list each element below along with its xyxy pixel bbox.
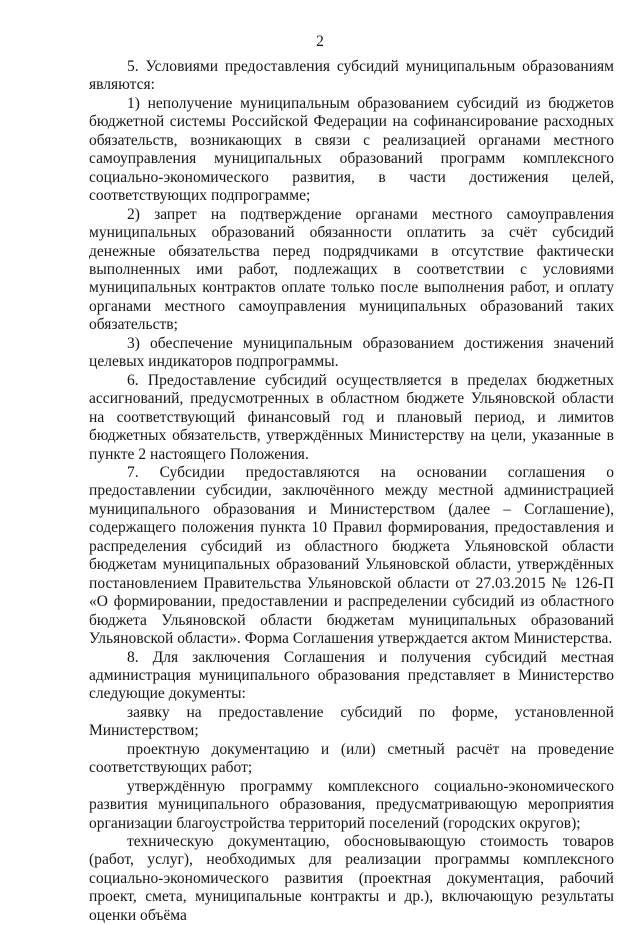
paragraph-clause-8: 8. Для заключения Соглашения и получения субсидий местная администрация муниципального образования представляет в Министерство следующие документы: [89,648,614,703]
paragraph-doc-program: утверждённую программу комплексного социально-экономического развития муниципального образования, предусматривающую мероприятия организации благоустройства территорий поселений (городских округов); [89,777,614,832]
paragraph-condition-3: 3) обеспечение муниципальным образованием достижения значений целевых индикаторов подпрограммы. [89,334,614,371]
paragraph-doc-technical: техническую документацию, обосновывающую стоимость товаров (работ, услуг), необходимых для реализации программы комплексного социально-экономического развития (проектная документация, рабочий проект, смета, муниципальные контракты и др.), включающую результаты оценки объёма [89,833,614,924]
paragraph-clause-7: 7. Субсидии предоставляются на основании соглашения о предоставлении субсидии, заключённого между местной администрацией муниципального образования и Министерством (далее – Соглашение), содержащего положения пункта 10 Правил формирования, предоставления и распределения субсидий из областного бюджета Ульяновской области бюджетам муниципальных образований Ульяновской области, утверждённых постановлением Правительства Ульяновской области от 27.03.2015 № 126-П «О формировании, предоставлении и распределении субсидий из областного бюджета Ульяновской области бюджетам муниципальных образований Ульяновской области». Форма Соглашения утверждается актом Министерства. [89,463,614,648]
paragraph-condition-2: 2) запрет на подтверждение органами местного самоуправления муниципальных образований обязанности оплатить за счёт субсидий денежные обязательства перед подрядчиками в отсутствие фактически выполненных ими работ, подлежащих в соответствии с условиями муниципальных контрактов оплате только после выполнения работ, и оплату органами местного самоуправления муниципальных образований таких обязательств; [89,205,614,334]
paragraph-clause-6: 6. Предоставление субсидий осуществляется в пределах бюджетных ассигнований, предусмотренных в областном бюджете Ульяновской области на соответствующий финансовый год и плановый период, и лимитов бюджетных обязательств, утверждённых Министерству на цели, указанные в пункте 2 настоящего Положения. [89,371,614,463]
paragraph-doc-application: заявку на предоставление субсидий по форме, установленной Министерством; [89,703,614,740]
page-number: 2 [316,33,324,50]
paragraph-doc-project: проектную документацию и (или) сметный расчёт на проведение соответствующих работ; [89,740,614,777]
document-body [89,58,614,925]
paragraph-condition-1: 1) неполучение муниципальным образованием субсидий из бюджетов бюджетной системы Российской Федерации на софинансирование расходных обязательств, возникающих в связи с реализацией органами местного самоуправления муниципальных образований программ комплексного социально-экономического развития, в части достижения целей, соответствующих подпрограмме; [89,94,614,205]
paragraph-clause-5: 5. Условиями предоставления субсидий муниципальным образованиям являются: [89,58,614,94]
